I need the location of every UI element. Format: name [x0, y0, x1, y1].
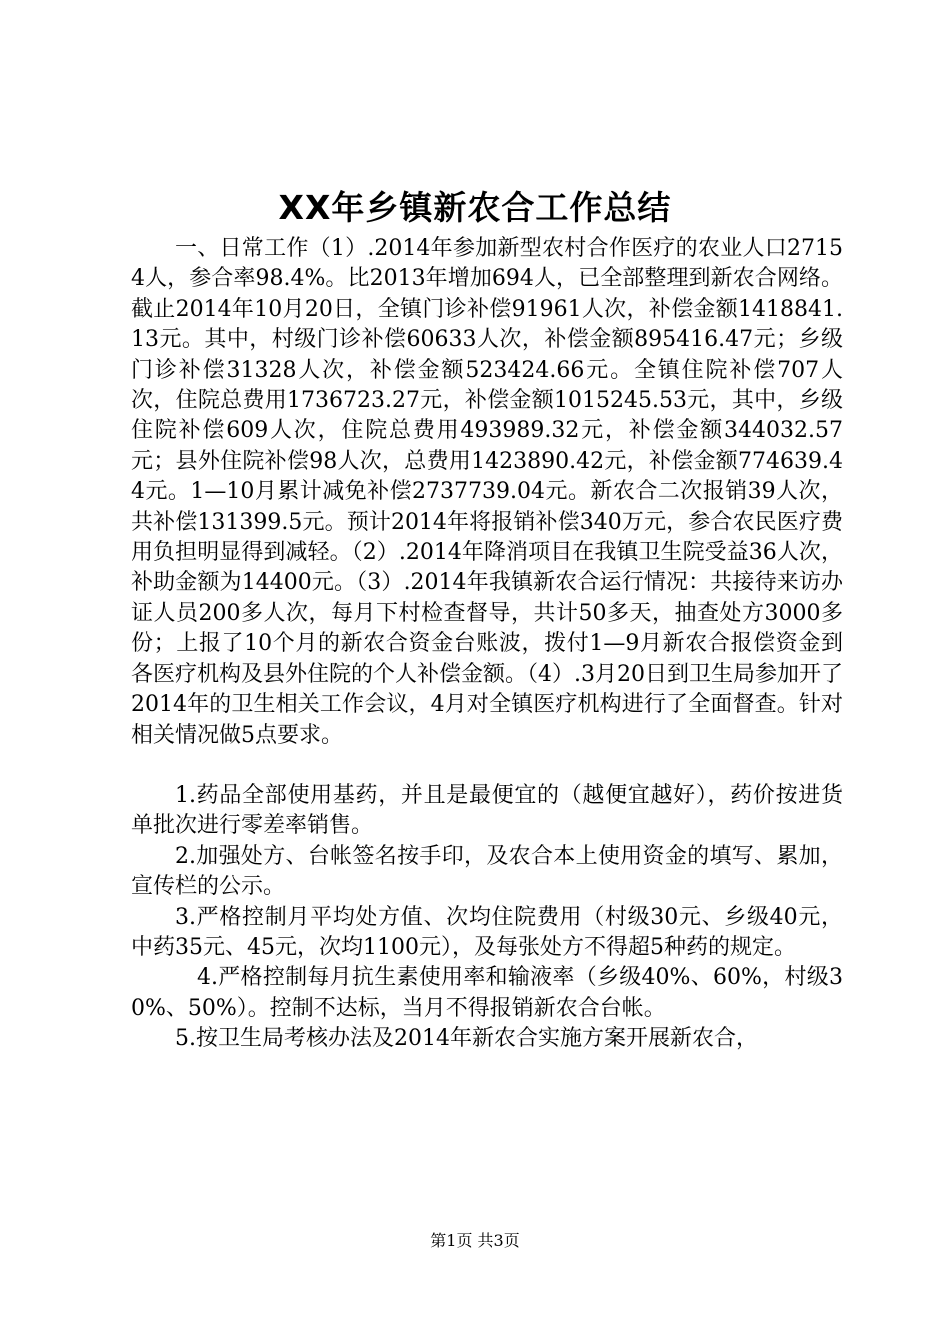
requirement-item-4: 4.严格控制每月抗生素使用率和输液率（乡级40%、60%，村级30%、50%）。控制不达标，当月不得报销新农合台帐。 — [131, 965, 843, 1021]
requirement-item-2: 2.加强处方、台帐签名按手印，及农合本上使用资金的填写、累加，宣传栏的公示。 — [131, 843, 843, 900]
page-indicator: 第1页 共3页 — [430, 1231, 520, 1250]
intro-paragraph: 一、日常工作（1）.2014年参加新型农村合作医疗的农业人口27154人，参合率98.4%。比2013年增加694人，已全部整理到新农合网络。截止2014年10月20日，全镇门诊补偿91961人次，补偿金额1418841.13元。其中，村级门诊补偿60633人次，补偿金额895416.47元；乡级门诊补偿31328人次，补偿金额523424.66元。全镇住院补偿707人次，住院总费用1736723.27元，补偿金额1015245.53元，其中，乡级住院补偿609人次，住院总费用493989.32元，补偿金额344032.57元；县外住院补偿98人次，总费用1423890.42元，补偿金额774639.44元。1—10月累计减免补偿2737739.04元。新农合二次报销39人次，共补偿131399.5元。预计2014年将报销补偿340万元，参合农民医疗费用负担明显得到减轻。（2）.2014年降消项目在我镇卫生院受益36人次，补助金额为14400元。（3）.2014年我镇新农合运行情况：共接待来访办证人员200多人次，每月下村检查督导，共计50多天，抽查处方3000多份；上报了10个月的新农合资金台账波，拨付1—9月新农合报偿资金到各医疗机构及县外住院的个人补偿金额。（4）.3月20日到卫生局参加开了2014年的卫生相关工作会议，4月对全镇医疗机构进行了全面督查。针对相关情况做5点要求。 — [131, 236, 843, 748]
paragraph-spacer — [131, 751, 843, 781]
requirement-item-1: 1.药品全部使用基药，并且是最便宜的（越便宜越好），药价按进货单批次进行零差率销售。 — [131, 782, 843, 839]
document-title: XX年乡镇新农合工作总结 — [278, 188, 672, 227]
document-body — [131, 234, 843, 1055]
requirement-item-5: 5.按卫生局考核办法及2014年新农合实施方案开展新农合， — [175, 1026, 758, 1052]
requirement-item-3: 3.严格控制月平均处方值、次均住院费用（村级30元、乡级40元，中药35元、45元，次均1100元），及每张处方不得超5种药的规定。 — [131, 904, 843, 960]
